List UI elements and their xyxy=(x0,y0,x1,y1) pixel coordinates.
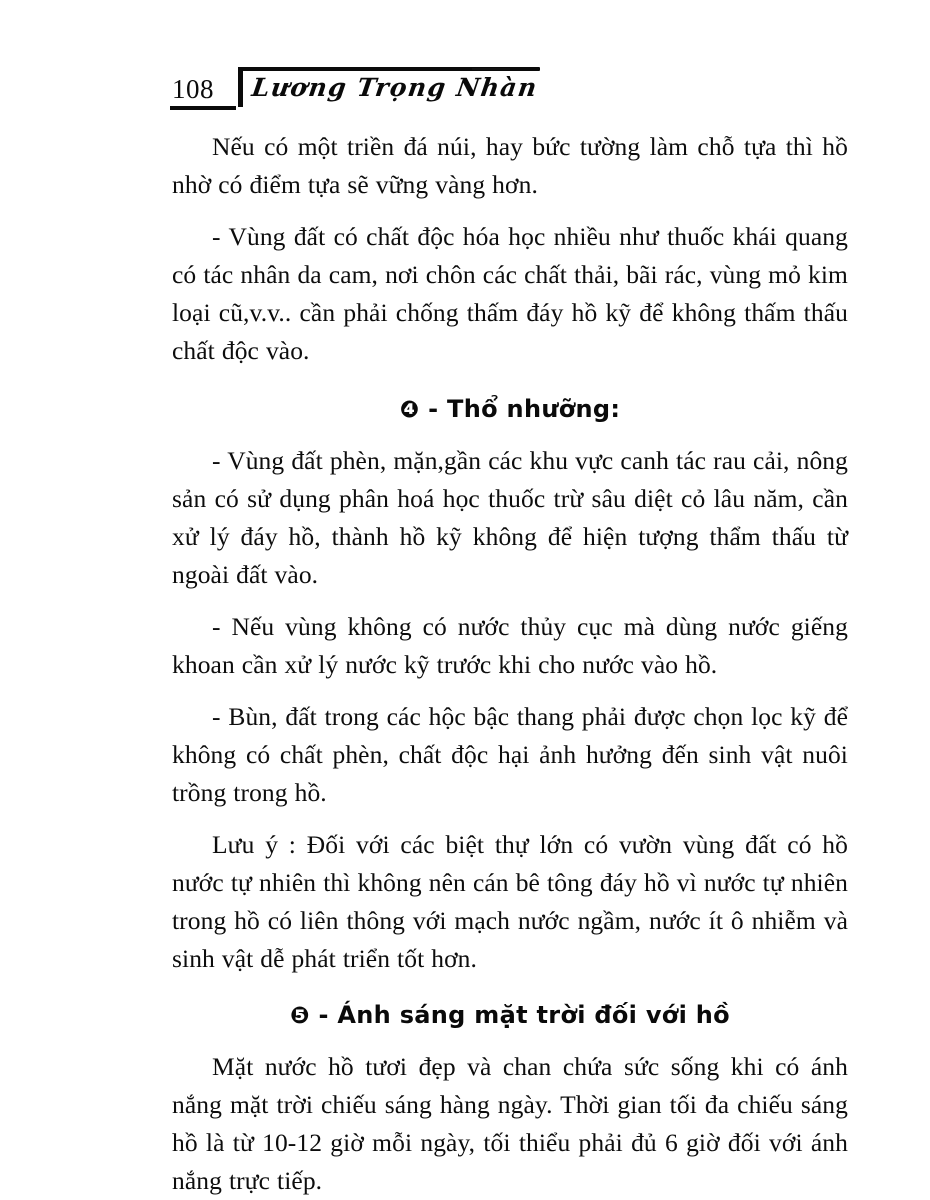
circled-number-5-icon: ❺ xyxy=(290,1003,310,1029)
author-name: Lương Trọng Nhàn xyxy=(250,73,540,102)
header-divider xyxy=(238,67,243,107)
running-header xyxy=(172,62,858,118)
section-heading-5 xyxy=(172,998,848,1032)
section-heading-4 xyxy=(172,392,848,426)
paragraph-1: Nếu có một triền đá núi, hay bức tường làm chỗ tựa thì hồ nhờ có điểm tựa sẽ vững vàng hơn. xyxy=(172,132,848,199)
paragraph-6: Lưu ý : Đối với các biệt thự lớn có vườn vùng đất có hồ nước tự nhiên thì không nên cán bê tông đáy hồ vì nước tự nhiên trong hồ có liên thông với mạch nước ngầm, nước ít ô nhiễm và sinh vật dễ phát triển tốt hơn. xyxy=(172,830,848,973)
folio-underline xyxy=(170,106,236,110)
section-heading-4-label: - Thổ nhưỡng: xyxy=(419,395,621,423)
folio-block xyxy=(172,74,246,104)
header-rule-taper xyxy=(472,68,510,70)
circled-number-4-icon: ❹ xyxy=(399,397,420,423)
section-heading-5-label: - Ánh sáng mặt trời đối với hồ xyxy=(309,1001,730,1029)
paragraph-5: - Bùn, đất trong các hộc bậc thang phải được chọn lọc kỹ để không có chất phèn, chất độc hại ảnh hưởng đến sinh vật nuôi trồng trong hồ. xyxy=(172,702,848,807)
paragraph-2: - Vùng đất có chất độc hóa học nhiều như thuốc khái quang có tác nhân da cam, nơi chôn các chất thải, bãi rác, vùng mỏ kim loại cũ,v.v.. cần phải chống thấm đáy hồ kỹ để không thấm thấu chất độc vào. xyxy=(172,222,848,365)
paragraph-7: Mặt nước hồ tươi đẹp và chan chứa sức sống khi có ánh nắng mặt trời chiếu sáng hàng ngày. Thời gian tối đa chiếu sáng hồ là từ 10-12 giờ mỗi ngày, tối thiểu phải đủ 6 giờ đối với ánh nắng trực tiếp. xyxy=(172,1052,848,1195)
paragraph-3: - Vùng đất phèn, mặn,gần các khu vực canh tác rau cải, nông sản có sử dụng phân hoá học thuốc trừ sâu diệt cỏ lâu năm, cần xử lý đáy hồ, thành hồ kỹ không để hiện tượng thẩm thấu từ ngoài đất vào. xyxy=(172,446,848,589)
paragraph-4: - Nếu vùng không có nước thủy cục mà dùng nước giếng khoan cần xử lý nước kỹ trước khi cho nước vào hồ. xyxy=(172,612,848,679)
body-text-column xyxy=(172,128,848,1200)
page-number: 108 xyxy=(172,74,214,104)
